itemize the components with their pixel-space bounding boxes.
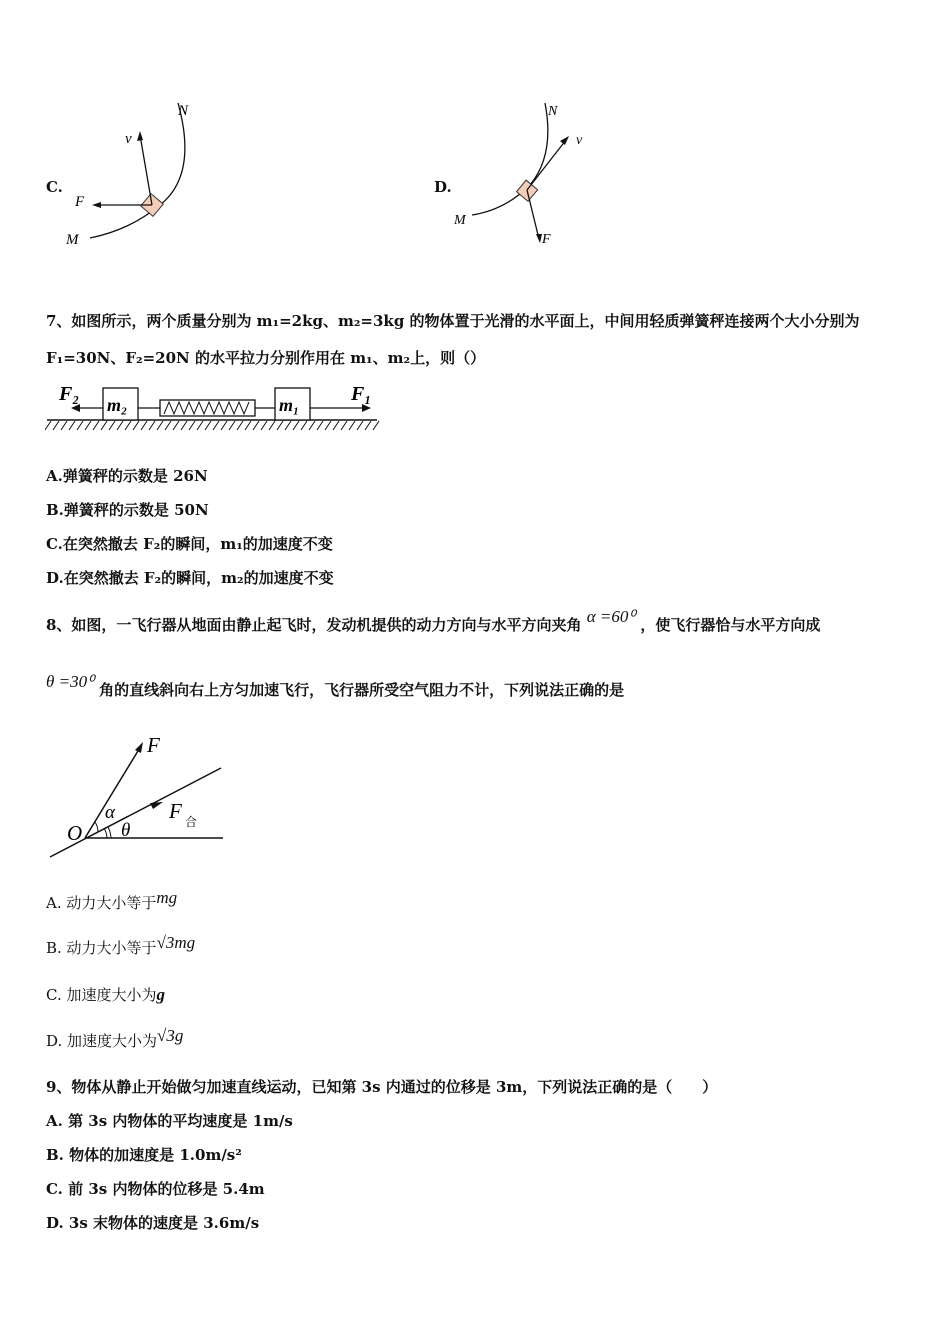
option-text: B. 动力大小等于 [46,939,157,957]
option-math: √3g [157,1026,184,1045]
q8-stem-text: 8、如图，一飞行器从地面由静止起飞时，发动机提供的动力方向与水平方向夹角 [46,616,582,634]
label-theta: θ [121,820,131,841]
q9-option-a[interactable]: A. 第 3s 内物体的平均速度是 1m/s [46,1112,293,1130]
q7-option-c[interactable]: C.在突然撤去 F₂的瞬间，m₁的加速度不变 [46,535,333,553]
label-f: F [542,232,551,247]
label-v: v [125,131,132,147]
q8-stem-line1 [46,607,821,635]
label-m: M [66,232,79,248]
q7-spring-figure [45,378,380,436]
label-alpha: α [105,802,115,823]
q9-option-b[interactable]: B. 物体的加速度是 1.0m/s² [46,1146,242,1164]
q8-option-b[interactable] [46,933,196,958]
figure-c-diagram [60,95,220,255]
q8-option-d[interactable] [46,1026,184,1051]
theta-expression: θ =30⁰ [46,672,94,691]
option-math: √3mg [156,933,196,952]
label-f1: F₁ [351,383,372,405]
q9-option-c[interactable]: C. 前 3s 内物体的位移是 5.4m [46,1180,265,1198]
q8-option-c[interactable] [46,985,165,1005]
q8-stem-tail: ，使飞行器恰与水平方向成 [640,616,821,634]
q9-option-d[interactable]: D. 3s 末物体的速度是 3.6m/s [46,1214,260,1232]
label-f2: F₂ [59,383,80,405]
q8-option-a[interactable] [46,888,178,913]
q8-stem-text2: 角的直线斜向右上方匀加速飞行，飞行器所受空气阻力不计，下列说法正确的是 [99,681,625,699]
q9-stem: 9、物体从静止开始做匀加速直线运动，已知第 3s 内通过的位移是 3m，下列说法正确的是（ ） [46,1078,718,1096]
q7-option-d[interactable]: D.在突然撤去 F₂的瞬间，m₂的加速度不变 [46,569,334,587]
option-text: D. 加速度大小为 [46,1032,158,1050]
label-fnet-sub: 合 [185,815,198,829]
option-c-label: C. [46,178,63,196]
label-o: O [67,821,83,845]
label-f: F [75,194,85,210]
q7-stem-line2: F₁=30N、F₂=20N 的水平拉力分别作用在 m₁、m₂上，则（） [46,349,486,367]
figure-d-diagram [450,95,610,255]
option-text: A. 动力大小等于 [46,894,157,912]
label-n: N [548,104,558,119]
q8-stem-line2 [46,672,625,700]
option-math: g [156,985,165,1004]
label-n: N [178,103,189,119]
label-f: F [147,733,160,757]
q7-option-a[interactable]: A.弹簧秤的示数是 26N [46,467,208,485]
alpha-expression: α =60⁰ [586,607,636,626]
label-m2: m₂ [107,395,128,415]
label-m: M [454,213,466,228]
option-d-label: D. [434,178,452,196]
q7-option-b[interactable]: B.弹簧秤的示数是 50N [46,501,209,519]
q7-stem-line1: 7、如图所示，两个质量分别为 m₁=2kg、m₂=3kg 的物体置于光滑的水平面上，中间用轻质弹簧秤连接两个大小分别为 [46,312,860,330]
label-fnet: F [169,799,182,823]
option-math: mg [156,888,178,907]
option-text: C. 加速度大小为 [46,986,157,1004]
label-m1: m₁ [279,395,300,415]
q8-force-figure [45,730,235,865]
label-v: v [576,133,583,148]
